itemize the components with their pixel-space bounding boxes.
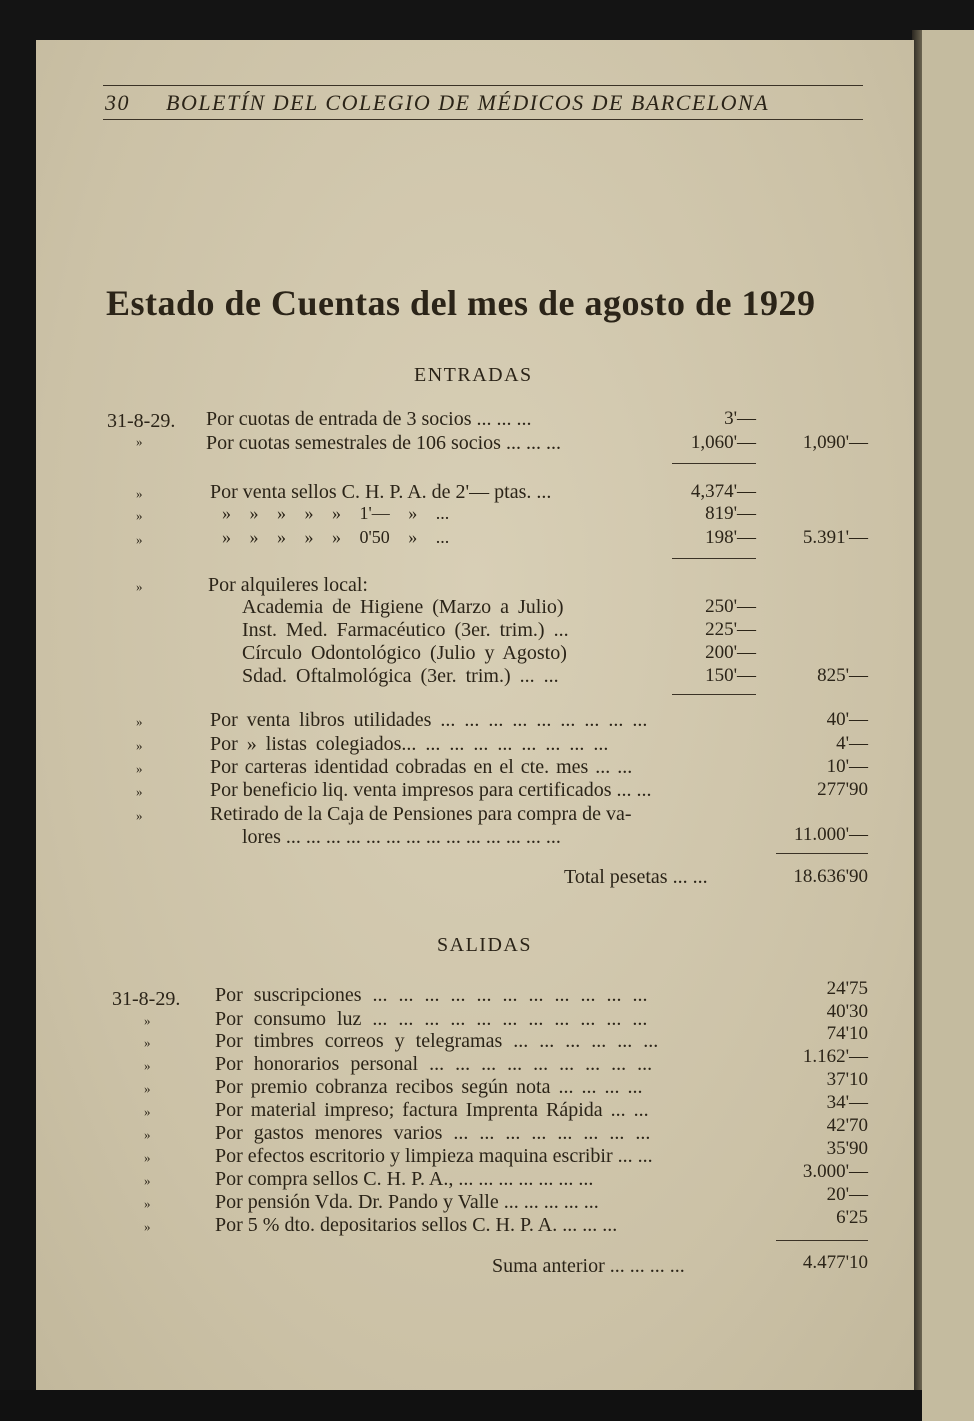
salida-amount: 1.162'—: [802, 1046, 868, 1067]
salida-amount: 40'30: [826, 1001, 868, 1022]
salida-line: Por premio cobranza recibos según nota ... ... ... ...: [215, 1076, 643, 1098]
entrada-amount: 150'—: [705, 665, 756, 686]
entradas-heading: ENTRADAS: [414, 364, 533, 386]
entrada-line: Por cuotas de entrada de 3 socios ... ... ...: [206, 408, 532, 430]
entrada-line: Por beneficio liq. venta impresos para certificados ... ...: [210, 779, 652, 801]
ditto-mark: »: [136, 508, 143, 523]
salida-line: Por pensión Vda. Dr. Pando y Valle ... ... ... ... ...: [215, 1191, 599, 1213]
ditto-mark: »: [144, 1196, 151, 1211]
ditto-mark: »: [144, 1058, 151, 1073]
total-rule: [776, 853, 868, 854]
subtotal-rule: [672, 694, 756, 695]
subtotal-rule: [672, 463, 756, 464]
ditto-mark: »: [136, 532, 143, 547]
ditto-mark: »: [136, 738, 143, 753]
salida-amount: 42'70: [826, 1115, 868, 1136]
entrada-line: » » » » » 1'— » ...: [222, 503, 450, 523]
entrada-line: Retirado de la Caja de Pensiones para compra de va-: [210, 803, 632, 825]
entrada-subtotal: 1,090'—: [802, 432, 868, 453]
entrada-amount: 200'—: [705, 642, 756, 663]
entrada-subtotal: 4'—: [836, 733, 868, 754]
entrada-line: Academia de Higiene (Marzo a Julio): [242, 596, 564, 618]
sum-value: 4.477'10: [802, 1252, 868, 1273]
entrada-line: Por carteras identidad cobradas en el cte. mes ... ...: [210, 756, 633, 778]
salida-amount: 74'10: [826, 1023, 868, 1044]
entrada-line: Por cuotas semestrales de 106 socios ... ... ...: [206, 432, 561, 454]
ditto-mark: »: [144, 1150, 151, 1165]
entrada-subtotal: 825'—: [817, 665, 868, 686]
entrada-amount: 198'—: [705, 527, 756, 548]
subtotal-rule: [672, 558, 756, 559]
entrada-amount: 225'—: [705, 619, 756, 640]
ditto-mark: »: [144, 1173, 151, 1188]
salidas-heading: SALIDAS: [437, 934, 532, 956]
salida-amount: 37'10: [826, 1069, 868, 1090]
ditto-mark: »: [136, 434, 143, 449]
entrada-line: Sdad. Oftalmológica (3er. trim.) ... ...: [242, 665, 559, 687]
entrada-subtotal: 10'—: [826, 756, 868, 777]
salida-amount: 34'—: [826, 1092, 868, 1113]
entrada-line: Inst. Med. Farmacéutico (3er. trim.) ...: [242, 619, 569, 641]
entrada-amount: 4,374'—: [690, 481, 756, 502]
ditto-mark: »: [136, 761, 143, 776]
page-title: Estado de Cuentas del mes de agosto de 1929: [106, 283, 816, 323]
salida-line: Por consumo luz ... ... ... ... ... ... ... ... ... ... ...: [215, 1008, 648, 1030]
entrada-subtotal: 277'90: [817, 779, 868, 800]
entrada-amount: 3'—: [724, 408, 756, 429]
salida-line: Por efectos escritorio y limpieza maquina escribir ... ...: [215, 1145, 653, 1167]
total-value: 18.636'90: [793, 866, 868, 887]
scan-bottom-border: [0, 1390, 922, 1421]
entrada-amount: 1,060'—: [690, 432, 756, 453]
ditto-mark: »: [136, 579, 143, 594]
ditto-mark: »: [144, 1013, 151, 1028]
ditto-mark: »: [144, 1219, 151, 1234]
entrada-amount: 250'—: [705, 596, 756, 617]
entrada-line: » » » » » 0'50 » ...: [222, 527, 450, 547]
ditto-mark: »: [136, 808, 143, 823]
entradas-date: 31-8-29.: [107, 410, 176, 432]
salida-line: Por suscripciones ... ... ... ... ... ... ... ... ... ... ...: [215, 984, 648, 1006]
entrada-line: Por » listas colegiados... ... ... ... ... ... ... ... ...: [210, 733, 609, 755]
ditto-mark: »: [136, 714, 143, 729]
salida-amount: 20'—: [826, 1184, 868, 1205]
facing-page-edge: [922, 30, 974, 1421]
salidas-date: 31-8-29.: [112, 988, 181, 1010]
header-rule-bottom: [103, 119, 863, 120]
entrada-subtotal: 40'—: [826, 709, 868, 730]
entrada-line: Por alquileres local:: [208, 574, 368, 596]
ditto-mark: »: [144, 1081, 151, 1096]
ditto-mark: »: [144, 1104, 151, 1119]
entrada-line: Por venta libros utilidades ... ... ... ... ... ... ... ... ...: [210, 709, 648, 731]
journal-title: BOLETÍN DEL COLEGIO DE MÉDICOS DE BARCELONA: [166, 90, 770, 115]
salida-amount: 35'90: [826, 1138, 868, 1159]
total-label: Total pesetas ... ...: [564, 866, 708, 888]
ditto-mark: »: [136, 486, 143, 501]
sum-rule: [776, 1240, 868, 1241]
salida-line: Por 5 % dto. depositarios sellos C. H. P. A. ... ... ...: [215, 1214, 618, 1236]
entrada-line: Por venta sellos C. H. P. A. de 2'— ptas. ...: [210, 481, 552, 503]
entrada-line: lores ... ... ... ... ... ... ... ... ... ... ... ... ... ...: [242, 826, 561, 848]
header-rule-top: [103, 85, 863, 86]
salida-amount: 24'75: [826, 978, 868, 999]
entrada-line: Círculo Odontológico (Julio y Agosto): [242, 642, 567, 664]
sum-label: Suma anterior ... ... ... ...: [492, 1255, 685, 1277]
ditto-mark: »: [136, 784, 143, 799]
entrada-amount: 819'—: [705, 503, 756, 524]
salida-line: Por material impreso; factura Imprenta Rápida ... ...: [215, 1099, 649, 1121]
salida-line: Por timbres correos y telegramas ... ... ... ... ... ...: [215, 1030, 659, 1052]
entrada-subtotal: 5.391'—: [802, 527, 868, 548]
salida-amount: 3.000'—: [802, 1161, 868, 1182]
salida-line: Por compra sellos C. H. P. A., ... ... ... ... ... ... ...: [215, 1168, 594, 1190]
ditto-mark: »: [144, 1035, 151, 1050]
entrada-subtotal: 11.000'—: [794, 824, 868, 845]
page-number: 30: [105, 90, 130, 115]
salida-line: Por gastos menores varios ... ... ... ... ... ... ... ...: [215, 1122, 651, 1144]
salida-line: Por honorarios personal ... ... ... ... ... ... ... ... ...: [215, 1053, 653, 1075]
ditto-mark: »: [144, 1127, 151, 1142]
salida-amount: 6'25: [836, 1207, 868, 1228]
